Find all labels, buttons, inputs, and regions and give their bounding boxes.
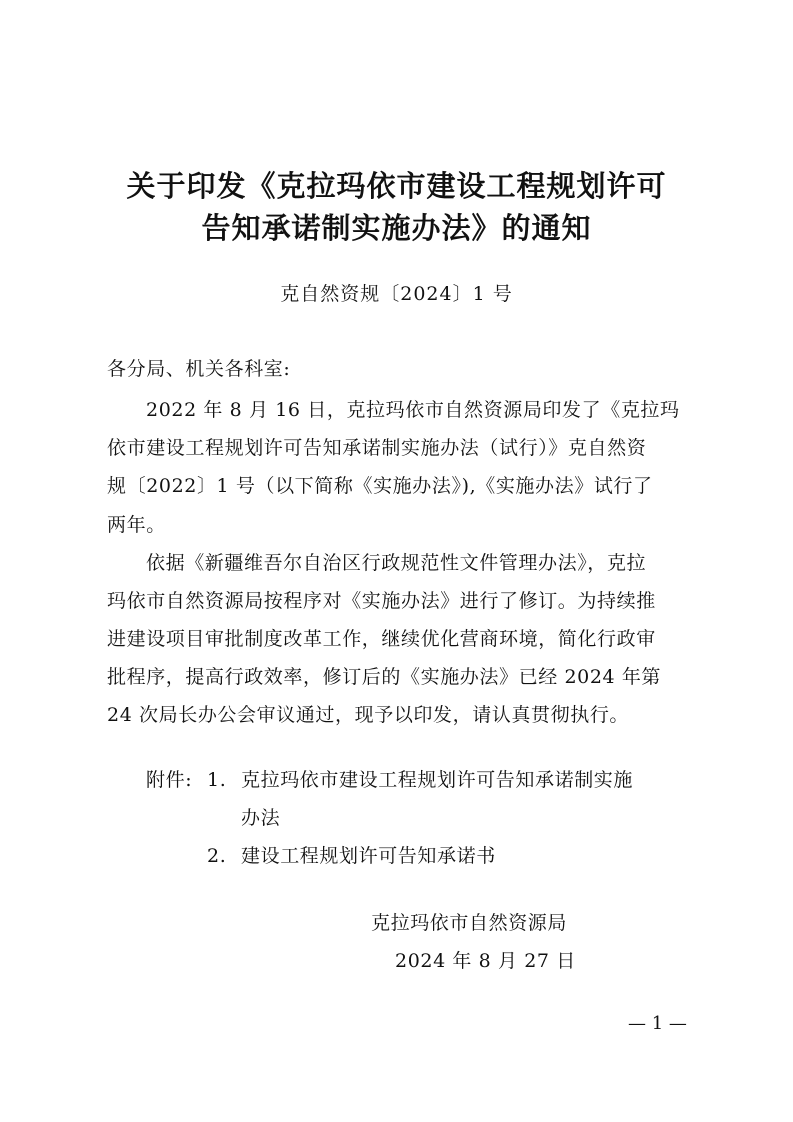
paragraph-2-line: 进建设项目审批制度改革工作，继续优化营商环境，简化行政审	[107, 628, 656, 650]
title-line-2: 告知承诺制实施办法》的通知	[201, 211, 592, 245]
issuer: 克拉玛依市自然资源局	[371, 912, 568, 934]
paragraph-1-line: 2022 年 8 月 16 日，克拉玛依市自然资源局印发了《克拉玛	[146, 399, 680, 421]
paragraph-2-line: 批程序，提高行政效率，修订后的《实施办法》已经 2024 年第	[107, 666, 662, 688]
attachment-2-number: 2.	[207, 845, 227, 867]
paragraph-2-line: 24 次局长办公会审议通过，现予以印发，请认真贯彻执行。	[107, 704, 630, 726]
paragraph-1-line: 两年。	[107, 514, 166, 536]
salutation: 各分局、机关各科室:	[107, 358, 291, 380]
page-number: — 1 —	[628, 1013, 687, 1034]
document-title	[0, 165, 793, 249]
title-line-1: 关于印发《克拉玛依市建设工程规划许可	[126, 169, 667, 203]
document-number: 克自然资规〔2024〕1 号	[280, 283, 513, 305]
paragraph-2-line: 玛依市自然资源局按程序对《实施办法》进行了修订。为持续推	[107, 590, 656, 612]
attachment-1-title: 克拉玛依市建设工程规划许可告知承诺制实施	[241, 769, 634, 791]
attachment-1-title-cont: 办法	[241, 807, 281, 829]
attachment-1-number: 1.	[207, 769, 227, 791]
attachment-2-title: 建设工程规划许可告知承诺书	[241, 845, 496, 867]
paragraph-1-line: 依市建设工程规划许可告知承诺制实施办法（试行）》克自然资	[107, 437, 647, 459]
paragraph-1-line: 规〔2022〕1 号（以下简称《实施办法》),《实施办法》试行了	[107, 475, 653, 497]
attachments-label: 附件:	[146, 769, 193, 791]
issue-date: 2024 年 8 月 27 日	[395, 950, 576, 972]
paragraph-2-line: 依据《新疆维吾尔自治区行政规范性文件管理办法》，克拉	[146, 552, 647, 574]
